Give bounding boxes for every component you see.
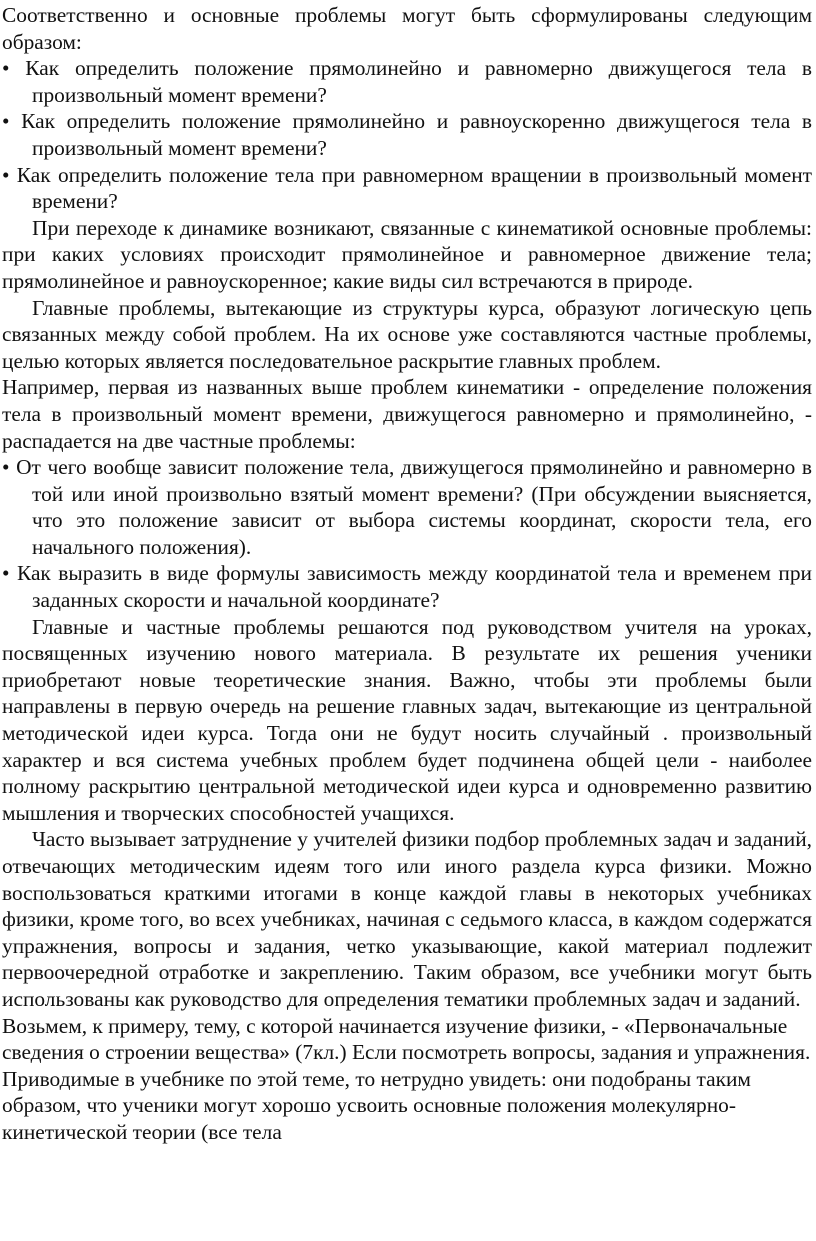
bullet-item-position-dependence: • От чего вообще зависит положение тела, движущегося прямолинейно и равномерно в той или иной произвольно взятый момент времени? (При обсуждении выясняется, что это положение зависит от выбора системы координат, скорости тела, его начального положения). xyxy=(2,455,812,559)
bullet-item-rotation: • Как определить положение тела при равномерном вращении в произвольный момент времени? xyxy=(2,162,812,214)
paragraph-selection: Часто вызывает затруднение у учителей физики подбор проблемных задач и заданий, отвечающих методическим идеям того или иного раздела курса физики. Можно воспользоваться краткими итогами в конце каждой главы в некоторых учебниках физики, кроме того, во всех учебниках, начиная с седьмого класса, в каждом содержатся упражнения, вопросы и задания, четко указывающие, какой материал подлежит первоочередной отработке и закреплению. Таким образом, все учебники могут быть использованы как руководство для определения тематики проблемных задач и заданий. xyxy=(2,827,812,1011)
paragraph-dynamics: При переходе к динамике возникают, связанные с кинематикой основные проблемы: при каких условиях происходит прямолинейное и равномерное движение тела; прямолинейное и равноускоренное; какие виды сил встречаются в природе. xyxy=(2,215,812,293)
paragraph-topic-example: Возьмем, к примеру, тему, с которой начинается изучение физики, - «Первоначальные сведения о строении вещества» (7кл.) Если посмотреть вопросы, задания и упражнения. Приводимые в учебнике по этой теме, то нетрудно увидеть: они подобраны таким образом, что ученики могут хорошо усвоить основные положения молекулярно-кинетической теории (все тела xyxy=(2,1013,811,1144)
paragraph-intro: Соответственно и основные проблемы могут быть сформулированы следующим образом: xyxy=(2,3,812,54)
bullet-item-accelerated-motion: • Как определить положение прямолинейно и равноускоренно движущегося тела в произвольный момент времени? xyxy=(2,109,812,160)
paragraph-example: Например, первая из названных выше проблем кинематики - определение положения тела в произвольный момент времени, движущегося равномерно и прямолинейно, - распадается на две частные проблемы: xyxy=(2,375,812,453)
paragraph-solving-problems: Главные и частные проблемы решаются под руководством учителя на уроках, посвященных изучению нового материала. В результате их решения ученики приобретают новые теоретические знания. Важно, чтобы эти проблемы были направлены в первую очередь на решение главных задач, вытекающие из центральной методической идеи курса. Тогда они не будут носить случайный . произвольный характер и вся система учебных проблем будет подчинена общей цели - наиболее полному раскрытию центральной методической идеи курса и одновременно развитию мышления и творческих способностей учащихся. xyxy=(2,614,812,825)
paragraph-main-problems: Главные проблемы, вытекающие из структуры курса, образуют логическую цепь связанных между собой проблем. На их основе уже составляются частные проблемы, целью которых является последовательное раскрытие главных проблем. xyxy=(2,295,812,373)
bullet-item-formula: • Как выразить в виде формулы зависимость между координатой тела и временем при заданных скорости и начальной координате? xyxy=(2,561,812,613)
bullet-item-uniform-motion: • Как определить положение прямолинейно и равномерно движущегося тела в произвольный момент времени? xyxy=(2,56,812,107)
